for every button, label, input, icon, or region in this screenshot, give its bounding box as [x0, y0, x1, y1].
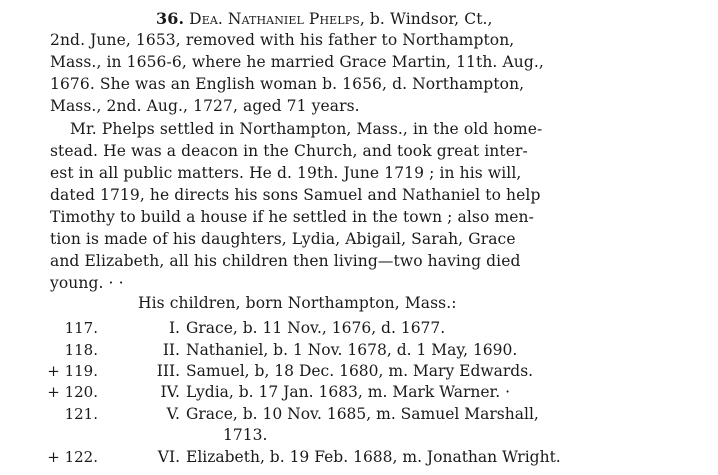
- paragraph-line: Mr. Phelps settled in Northampton, Mass., in the old home-: [70, 120, 543, 138]
- paragraph-line: young. · ·: [50, 274, 124, 292]
- entry-number: 36.: [156, 9, 185, 28]
- paragraph-line: and Elizabeth, all his children then living—two having died: [50, 252, 521, 270]
- child-text: Elizabeth, b. 19 Feb. 1688, m. Jonathan Wright.: [186, 448, 561, 466]
- entry-heading: [156, 8, 493, 30]
- paragraph-line: dated 1719, he directs his sons Samuel and Nathaniel to help: [50, 186, 541, 204]
- child-marker: + 122.: [47, 448, 98, 466]
- child-text: Grace, b. 10 Nov. 1685, m. Samuel Marshall,: [186, 405, 539, 423]
- child-marker: 117.: [64, 319, 98, 337]
- child-text: Samuel, b, 18 Dec. 1680, m. Mary Edwards.: [186, 362, 534, 380]
- entry-intro-rest: , b. Windsor, Ct.,: [359, 10, 493, 28]
- child-text: Grace, b. 11 Nov., 1676, d. 1677.: [186, 319, 446, 337]
- child-text-continuation: 1713.: [223, 426, 268, 444]
- entry-line: 2nd. June, 1653, removed with his father to Northampton,: [50, 31, 515, 49]
- paragraph-line: est in all public matters. He d. 19th. June 1719 ; in his will,: [50, 164, 522, 182]
- entry-line: 1676. She was an English woman b. 1656, d. Northampton,: [50, 75, 525, 93]
- child-text: Nathaniel, b. 1 Nov. 1678, d. 1 May, 1690.: [186, 341, 518, 359]
- child-roman: IV.: [160, 383, 180, 401]
- entry-name: Dea. Nathaniel Phelps: [189, 10, 360, 28]
- paragraph-line: tion is made of his daughters, Lydia, Abigail, Sarah, Grace: [50, 230, 516, 248]
- child-marker: 121.: [64, 405, 98, 423]
- child-text: Lydia, b. 17 Jan. 1683, m. Mark Warner. ·: [186, 383, 511, 401]
- entry-line: Mass., 2nd. Aug., 1727, aged 71 years.: [50, 97, 360, 115]
- child-roman: I.: [168, 319, 180, 337]
- children-heading: His children, born Northampton, Mass.:: [138, 294, 457, 312]
- child-marker: 118.: [64, 341, 98, 359]
- child-roman: V.: [166, 405, 180, 423]
- child-roman: VI.: [157, 448, 180, 466]
- child-marker: + 119.: [47, 362, 98, 380]
- paragraph-line: stead. He was a deacon in the Church, and took great inter-: [50, 142, 528, 160]
- child-marker: + 120.: [47, 383, 98, 401]
- paragraph-line: Timothy to build a house if he settled in the town ; also men-: [50, 208, 534, 226]
- child-roman: III.: [156, 362, 180, 380]
- entry-line: Mass., in 1656-6, where he married Grace Martin, 11th. Aug.,: [50, 53, 544, 71]
- child-roman: II.: [162, 341, 180, 359]
